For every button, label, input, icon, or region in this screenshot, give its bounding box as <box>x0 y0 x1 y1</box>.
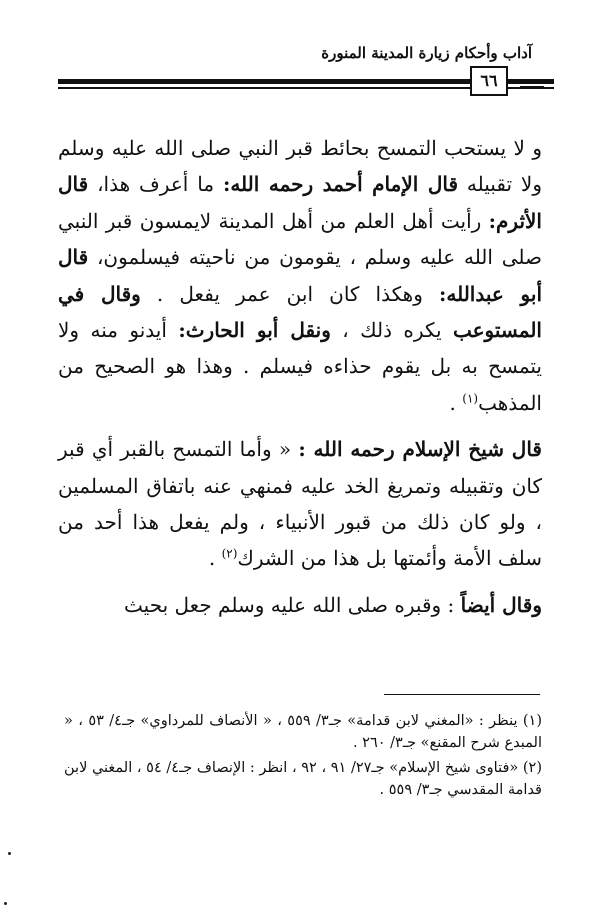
text-run: أيدنو منه ولا يتمسح به بل يقوم حذاءه فيسلم . وهذا هو الصحيح من المذهب <box>58 318 542 415</box>
speaker-label: وقال أيضاً <box>460 592 542 617</box>
paragraph-3 <box>58 587 542 623</box>
page-number: ٦٦ <box>470 66 508 96</box>
text-run: « وأما التمسح بالقبر أي قبر كان وتقبيله وتمريغ الخد عليه فمنهي عنه باتفاق المسلمين ، ولو كان ذلك من قبور الأنبياء ، ولم يفعل هذا أحد من سلف الأمة وأئمتها بل هذا من الشرك <box>58 437 542 571</box>
speaker-label: قال الأثرم: <box>58 172 542 233</box>
speaker-label: قال الإمام أحمد رحمه الله: <box>222 172 459 197</box>
footnote-ref: (٢) <box>221 546 238 561</box>
text-run: و لا يستحب التمسح بحائط قبر النبي صلى الله عليه وسلم ولا تقبيله <box>58 136 542 197</box>
scan-speck <box>4 902 7 905</box>
speaker-label: قال أبو عبدالله: <box>58 245 543 306</box>
text-run: . <box>449 390 463 415</box>
paragraph-2 <box>58 431 542 577</box>
footnote: (١) ينظر : «المغني لابن قدامة» جـ٣/ ٥٥٩ ، « الأنصاف للمرداوي» جـ٤/ ٥٣ ، « المبدع شرح المقنع» جـ٣/ ٢٦٠ . <box>64 713 542 751</box>
text-run: رأيت أهل العلم من أهل المدينة لايمسون قبر النبي صلى الله عليه وسلم ، يقومون من ناحيته فيسلمون، <box>58 208 542 270</box>
header-ornament <box>520 80 544 88</box>
speaker-label: وقال في المستوعب <box>58 281 542 343</box>
paragraph-1 <box>58 130 542 421</box>
footnotes <box>64 711 542 805</box>
text-run: . <box>208 546 222 571</box>
main-text <box>58 130 542 623</box>
text-run: ما أعرف هذا، <box>88 172 223 197</box>
speaker-label: قال شيخ الإسلام رحمه الله : <box>298 437 542 462</box>
footnote: (٢) «فتاوى شيخ الإسلام» جـ٢٧/ ٩١ ، ٩٢ ، انظر : الإنصاف جـ٤/ ٥٤ ، المغني لابن قدامة المقدسي جـ٣/ ٥٥٩ . <box>64 760 543 798</box>
footnote-ref: (١) <box>462 391 479 406</box>
text-run: يكره ذلك ، <box>330 318 453 343</box>
scan-speck <box>8 852 11 855</box>
text-run: وهكذا كان ابن عمر يفعل . <box>140 281 439 306</box>
running-title: آداب وأحكام زيارة المدينة المنورة <box>321 44 532 62</box>
text-run: : وقبره صلى الله عليه وسلم جعل بحيث <box>124 592 461 617</box>
speaker-label: ونقل أبو الحارث: <box>178 318 331 343</box>
footnote-separator <box>384 694 540 695</box>
